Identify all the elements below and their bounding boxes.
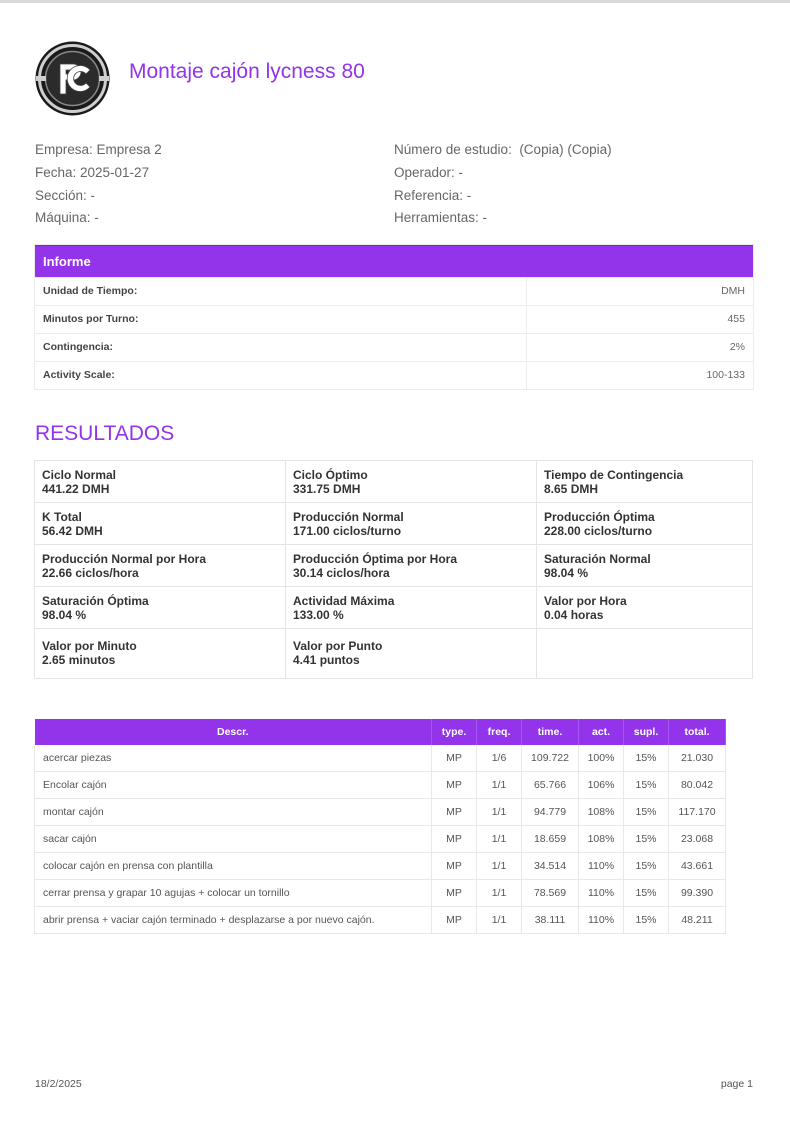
informe-header: Informe xyxy=(35,245,753,277)
result-value: 98.04 % xyxy=(544,566,589,580)
cell-descr: montar cajón xyxy=(35,799,432,826)
cell-time: 34.514 xyxy=(522,853,579,880)
meta-operador: Operador: - xyxy=(394,165,464,180)
cell-type: MP xyxy=(432,772,477,799)
cell-type: MP xyxy=(432,880,477,907)
result-value: 228.00 ciclos/turno xyxy=(544,524,653,538)
result-cell xyxy=(35,503,286,545)
table-row xyxy=(35,826,726,853)
table-row xyxy=(35,799,726,826)
informe-table xyxy=(34,244,754,390)
cell-type: MP xyxy=(432,745,477,772)
cell-freq: 1/1 xyxy=(477,772,522,799)
cell-descr: colocar cajón en prensa con plantilla xyxy=(35,853,432,880)
result-cell xyxy=(286,503,537,545)
cell-act: 110% xyxy=(579,880,624,907)
result-label: K Total xyxy=(42,510,82,524)
result-cell xyxy=(35,629,286,679)
col-header-freq: freq. xyxy=(477,719,522,745)
result-label: Producción Óptima por Hora xyxy=(293,552,458,566)
col-header-descr: Descr. xyxy=(35,719,432,745)
cell-time: 94.779 xyxy=(522,799,579,826)
cell-time: 65.766 xyxy=(522,772,579,799)
result-cell xyxy=(286,461,537,503)
cell-freq: 1/1 xyxy=(477,907,522,934)
result-cell xyxy=(35,587,286,629)
result-label: Producción Óptima xyxy=(544,510,655,524)
cell-supl: 15% xyxy=(624,772,669,799)
meta-maquina: Máquina: - xyxy=(35,210,99,225)
cell-supl: 15% xyxy=(624,799,669,826)
cell-total: 43.661 xyxy=(669,853,726,880)
cell-total: 99.390 xyxy=(669,880,726,907)
cell-descr: Encolar cajón xyxy=(35,772,432,799)
result-value: 8.65 DMH xyxy=(544,482,599,496)
result-label: Tiempo de Contingencia xyxy=(544,468,684,482)
tasks-header-row xyxy=(35,719,726,745)
result-value: 2.65 minutos xyxy=(42,653,116,667)
informe-label: Unidad de Tiempo: xyxy=(35,278,527,305)
informe-row xyxy=(35,333,753,361)
cell-type: MP xyxy=(432,799,477,826)
footer-date: 18/2/2025 xyxy=(35,1078,82,1090)
tasks-table xyxy=(34,719,726,934)
informe-row xyxy=(35,277,753,305)
table-row xyxy=(35,853,726,880)
cell-supl: 15% xyxy=(624,880,669,907)
meta-empresa: Empresa: Empresa 2 xyxy=(35,142,162,157)
result-label: Ciclo Óptimo xyxy=(293,468,368,482)
cell-total: 23.068 xyxy=(669,826,726,853)
meta-seccion: Sección: - xyxy=(35,188,96,203)
cell-supl: 15% xyxy=(624,826,669,853)
result-label: Ciclo Normal xyxy=(42,468,117,482)
informe-value: 100-133 xyxy=(706,369,745,381)
cell-supl: 15% xyxy=(624,853,669,880)
cell-act: 108% xyxy=(579,826,624,853)
cell-time: 78.569 xyxy=(522,880,579,907)
result-label: Valor por Punto xyxy=(293,639,383,653)
result-value: 171.00 ciclos/turno xyxy=(293,524,402,538)
cell-freq: 1/1 xyxy=(477,880,522,907)
cell-act: 110% xyxy=(579,907,624,934)
cell-descr: sacar cajón xyxy=(35,826,432,853)
table-row xyxy=(35,880,726,907)
informe-label: Contingencia: xyxy=(35,334,527,361)
cell-act: 106% xyxy=(579,772,624,799)
result-label: Valor por Hora xyxy=(544,594,627,608)
cell-act: 110% xyxy=(579,853,624,880)
informe-row xyxy=(35,361,753,389)
cell-descr: cerrar prensa y grapar 10 agujas + colocar un tornillo xyxy=(35,880,432,907)
result-value: 331.75 DMH xyxy=(293,482,361,496)
col-header-total: total. xyxy=(669,719,726,745)
cell-total: 48.211 xyxy=(669,907,726,934)
informe-value: 455 xyxy=(727,313,745,325)
cell-freq: 1/1 xyxy=(477,799,522,826)
result-label: Saturación Óptima xyxy=(42,594,149,608)
cell-freq: 1/1 xyxy=(477,853,522,880)
table-row xyxy=(35,907,726,934)
resultados-title: RESULTADOS xyxy=(35,422,175,445)
result-value: 30.14 ciclos/hora xyxy=(293,566,390,580)
result-label: Actividad Máxima xyxy=(293,594,395,608)
result-label: Producción Normal xyxy=(293,510,404,524)
meta-herramientas: Herramientas: - xyxy=(394,210,488,225)
cell-act: 100% xyxy=(579,745,624,772)
cell-type: MP xyxy=(432,826,477,853)
result-value: 441.22 DMH xyxy=(42,482,110,496)
result-cell xyxy=(286,545,537,587)
result-cell xyxy=(35,461,286,503)
informe-value: 2% xyxy=(729,341,745,353)
cell-supl: 15% xyxy=(624,907,669,934)
result-cell xyxy=(286,587,537,629)
result-cell xyxy=(286,629,537,679)
cell-supl: 15% xyxy=(624,745,669,772)
result-cell xyxy=(35,545,286,587)
meta-numero-estudio: Número de estudio: (Copia) (Copia) xyxy=(394,142,612,157)
informe-label: Activity Scale: xyxy=(35,362,527,389)
cell-time: 109.722 xyxy=(522,745,579,772)
col-header-act: act. xyxy=(579,719,624,745)
informe-value: DMH xyxy=(721,285,745,297)
cell-total: 117.170 xyxy=(669,799,726,826)
result-value: 56.42 DMH xyxy=(42,524,103,538)
informe-label: Minutos por Turno: xyxy=(35,306,527,333)
col-header-time: time. xyxy=(522,719,579,745)
result-cell xyxy=(537,545,753,587)
result-cell-empty xyxy=(537,629,753,679)
table-row xyxy=(35,772,726,799)
result-label: Valor por Minuto xyxy=(42,639,137,653)
cell-time: 18.659 xyxy=(522,826,579,853)
cell-descr: abrir prensa + vaciar cajón terminado + desplazarse a por nuevo cajón. xyxy=(35,907,432,934)
result-label: Producción Normal por Hora xyxy=(42,552,207,566)
top-border xyxy=(0,0,790,3)
cell-type: MP xyxy=(432,853,477,880)
col-header-type: type. xyxy=(432,719,477,745)
page-title: Montaje cajón lycness 80 xyxy=(129,60,365,83)
result-cell xyxy=(537,461,753,503)
result-value: 133.00 % xyxy=(293,608,344,622)
cell-freq: 1/1 xyxy=(477,826,522,853)
cell-total: 80.042 xyxy=(669,772,726,799)
meta-fecha: Fecha: 2025-01-27 xyxy=(35,165,150,180)
result-value: 4.41 puntos xyxy=(293,653,360,667)
cell-total: 21.030 xyxy=(669,745,726,772)
col-header-supl: supl. xyxy=(624,719,669,745)
cell-time: 38.111 xyxy=(522,907,579,934)
result-cell xyxy=(537,587,753,629)
result-value: 98.04 % xyxy=(42,608,87,622)
result-value: 0.04 horas xyxy=(544,608,604,622)
informe-row xyxy=(35,305,753,333)
cell-act: 108% xyxy=(579,799,624,826)
footer-page-number: page 1 xyxy=(720,1078,753,1090)
company-logo xyxy=(34,40,111,117)
cell-descr: acercar piezas xyxy=(35,745,432,772)
result-label: Saturación Normal xyxy=(544,552,651,566)
meta-referencia: Referencia: - xyxy=(394,188,472,203)
cell-freq: 1/6 xyxy=(477,745,522,772)
result-cell xyxy=(537,503,753,545)
cell-type: MP xyxy=(432,907,477,934)
result-value: 22.66 ciclos/hora xyxy=(42,566,139,580)
table-row xyxy=(35,745,726,772)
resultados-grid xyxy=(34,460,753,679)
